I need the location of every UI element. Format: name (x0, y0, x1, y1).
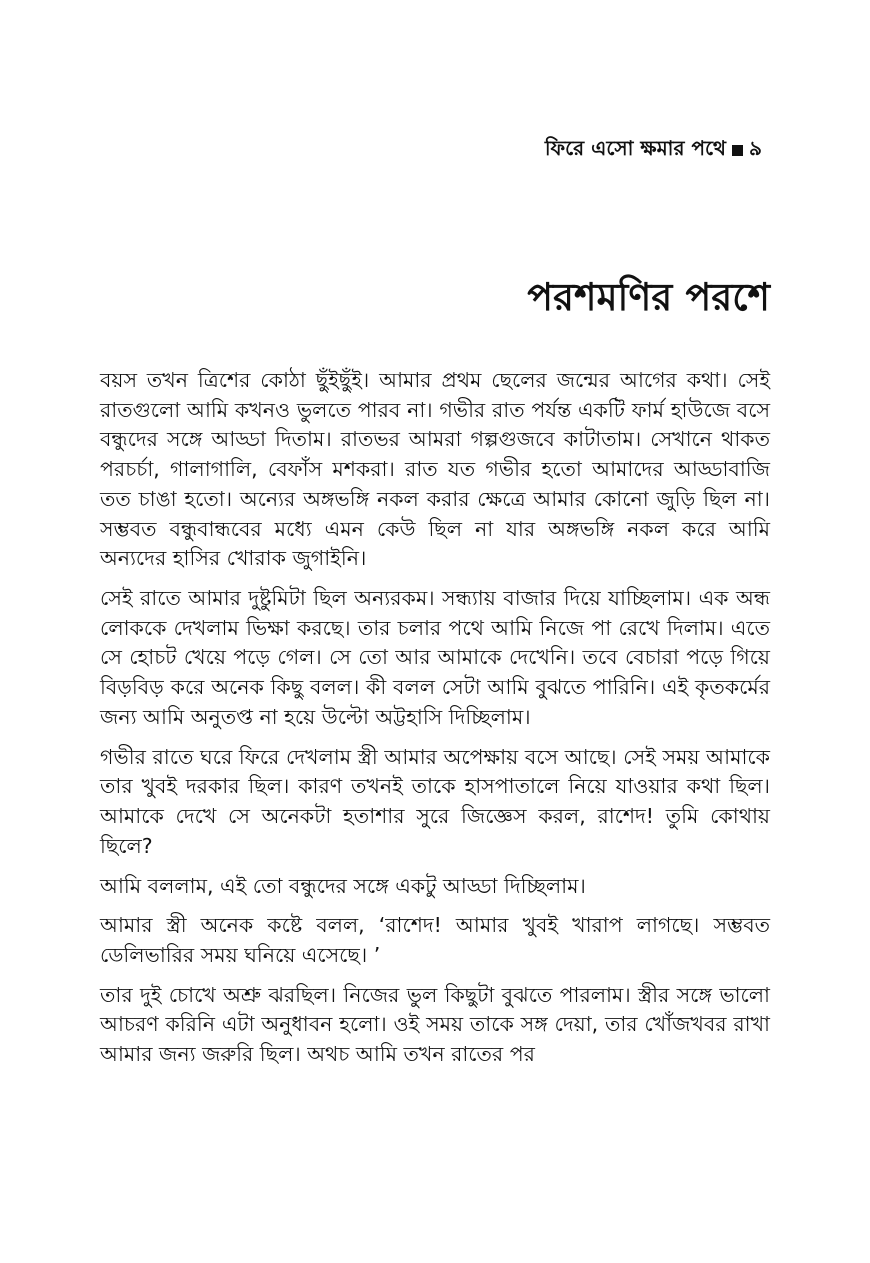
chapter-title: পরশমণির পরশে (527, 275, 770, 319)
paragraph-5: আমার স্ত্রী অনেক কষ্টে বলল, ‘রাশেদ! আমার খুবই খারাপ লাগছে। সম্ভবত ডেলিভারির সময় ঘনিয়ে এসেছে। ’ (100, 913, 770, 967)
running-title: ফিরে এসো ক্ষমার পথে (544, 136, 727, 160)
running-header (545, 134, 762, 167)
paragraph-4: আমি বললাম, এই তো বন্ধুদের সঙ্গে একটু আড্ডা দিচ্ছিলাম। (100, 873, 586, 898)
paragraph-1: বয়স তখন ত্রিশের কোঠা ছুঁইছুঁই। আমার প্রথম ছেলের জন্মের আগের কথা। সেই রাতগুলো আমি কখনও ভুলতে পারব না। গভীর রাত পর্যন্ত একটি ফার্ম হাউজে বসে বন্ধুদের সঙ্গে আড্ডা দিতাম। রাতভর আমরা গল্পগুজবে কাটাতাম। সেখানে থাকত পরচর্চা, গালাগালি, বেফাঁস মশকরা। রাত যত গভীর হতো আমাদের আড্ডাবাজি তত চাঙা হতো। অন্যের অঙ্গভঙ্গি নকল করার ক্ষেত্রে আমার কোনো জুড়ি ছিল না। সম্ভবত বন্ধুবান্ধবের মধ্যে এমন কেউ ছিল না যার অঙ্গভঙ্গি নকল করে আমি অন্যদের হাসির খোরাক জুগাইনি। (100, 368, 770, 571)
header-square-ornament (732, 145, 743, 156)
body-text (100, 366, 770, 1080)
paragraph-3: গভীর রাতে ঘরে ফিরে দেখলাম স্ত্রী আমার অপেক্ষায় বসে আছে। সেই সময় আমাকে তার খুবই দরকার ছিল। কারণ তখনই তাকে হাসপাতালে নিয়ে যাওয়ার কথা ছিল। আমাকে দেখে সে অনেকটা হতাশার সুরে জিজ্ঞেস করল, রাশেদ! তুমি কোথায় ছিলে? (100, 744, 770, 858)
paragraph-2: সেই রাতে আমার দুষ্টুমিটা ছিল অন্যরকম। সন্ধ্যায় বাজার দিয়ে যাচ্ছিলাম। এক অন্ধ লোককে দেখলাম ভিক্ষা করছে। তার চলার পথে আমি নিজে পা রেখে দিলাম। এতে সে হোচট খেয়ে পড়ে গেল। সে তো আর আমাকে দেখেনি। তবে বেচারা পড়ে গিয়ে বিড়বিড় করে অনেক কিছু বলল। কী বলল সেটা আমি বুঝতে পারিনি। এই কৃতকর্মের জন্য আমি অনুতপ্ত না হয়ে উল্টো অট্টহাসি দিচ্ছিলাম। (100, 586, 770, 729)
paragraph-6: তার দুই চোখে অশ্রু ঝরছিল। নিজের ভুল কিছুটা বুঝতে পারলাম। স্ত্রীর সঙ্গে ভালো আচরণ করিনি এটা অনুধাবন হলো। ওই সময় তাকে সঙ্গ দেয়া, তার খোঁজখবর রাখা আমার জন্য জরুরি ছিল। অথচ আমি তখন রাতের পর (100, 982, 770, 1067)
page-number: ৯ (749, 136, 762, 160)
